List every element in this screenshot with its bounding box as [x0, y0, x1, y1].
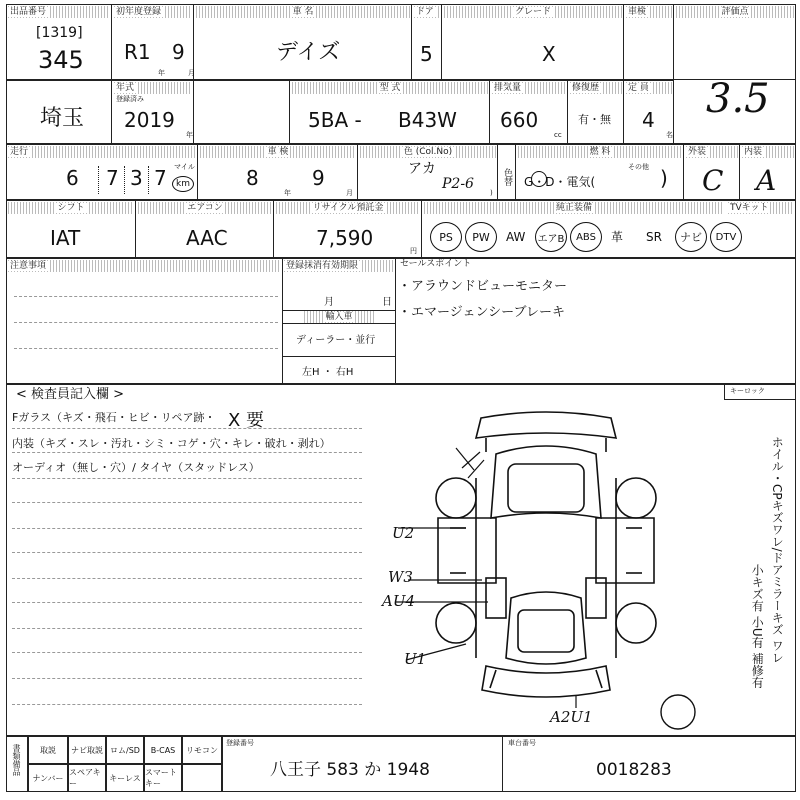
- mark-u2: U2: [392, 524, 415, 542]
- sales-label: セールスポイント: [400, 259, 472, 269]
- capacity-unit: 名: [666, 131, 673, 139]
- equip-item-1: PS: [430, 222, 462, 252]
- footer-cell: ナビ取説: [68, 736, 106, 764]
- car-name-label: 車 名: [292, 7, 314, 17]
- import-value: ディーラー・並行: [296, 335, 376, 346]
- inspection-year: 8: [246, 166, 259, 190]
- capacity-label: 定 員: [628, 83, 649, 93]
- frame-label: 車台番号: [508, 739, 536, 747]
- unit-km: km: [172, 176, 194, 192]
- vertical-note-1: ホイル・CPキズワレ/ドアミラーキズ ワレ: [770, 436, 785, 664]
- extra-label: TVキット: [730, 203, 769, 213]
- footer-cell: リモコン: [182, 736, 222, 764]
- mileage-digit-3: 3: [130, 166, 143, 190]
- mark-w3: W3: [388, 568, 413, 586]
- insp-month-mark: 月: [346, 189, 353, 197]
- history-label: 修復歴: [572, 83, 600, 93]
- model-prefix: 5BA -: [308, 108, 362, 132]
- fuel-label: 燃 料: [589, 147, 611, 157]
- inspection-label: 車 検: [267, 147, 289, 157]
- notes-frame: [6, 258, 796, 384]
- month-mark: 月: [188, 69, 195, 77]
- insp-year-mark: 年: [284, 189, 291, 197]
- special-label: 注意事項: [10, 261, 47, 271]
- capacity: 4: [642, 108, 655, 132]
- handle-value: 左H ・ 右H: [302, 367, 354, 378]
- inspector-title: < 検査員記入欄 >: [16, 387, 125, 402]
- reg-number: 八王子 583 か 1948: [270, 760, 430, 780]
- reg-month: 月: [324, 297, 334, 308]
- grade-label: グレード: [514, 7, 551, 17]
- footer-cell: ロム/SD: [106, 736, 144, 764]
- diagram-label: キーロック: [730, 387, 765, 395]
- shift-kind-label: 車検: [628, 7, 647, 17]
- region: 埼玉: [40, 106, 85, 131]
- car-diagram: [426, 408, 666, 708]
- color-change-label: 色替: [502, 168, 512, 186]
- fglass-mark: X 要: [228, 410, 265, 431]
- vertical-note-2: 小キズ有 小U有 補修有: [750, 564, 765, 689]
- frame-number: 0018283: [596, 760, 672, 780]
- fuel-close: ): [660, 166, 668, 190]
- grade: X: [542, 42, 556, 66]
- car-name: デイズ: [276, 40, 341, 65]
- equip-item-5: ABS: [570, 222, 602, 252]
- mileage-digit-4: 7: [154, 166, 167, 190]
- reg-day: 日: [382, 297, 392, 308]
- recycle-label: リサイクル預託金: [312, 203, 384, 213]
- exterior-label: 外装: [688, 147, 707, 157]
- lot-number-bracket: [1319]: [36, 25, 83, 41]
- exterior-grade: C: [702, 164, 724, 197]
- year-note: 登録済み: [116, 95, 144, 103]
- eval-label: 評価点: [721, 7, 749, 17]
- sales-point-2: ・エマージェンシーブレーキ: [398, 305, 565, 320]
- footer-cell: キーレス: [106, 764, 144, 792]
- history-value: 有・無: [578, 113, 611, 126]
- ac-label: エアコン: [187, 203, 223, 213]
- inspector-audio: オーディオ（無し・穴）/ タイヤ（スタッドレス）: [12, 461, 260, 474]
- lot-number: 345: [38, 46, 84, 74]
- year-mark: 年: [158, 69, 165, 77]
- unit-miles: マイル: [174, 163, 195, 171]
- registration-label: 登録抹消有効期限: [286, 261, 359, 271]
- first-reg-era: R1: [124, 40, 151, 64]
- equip-item-6: 革: [611, 230, 624, 244]
- sales-point-1: ・アラウンドビューモニター: [398, 279, 568, 294]
- equip-item-2: PW: [465, 222, 497, 252]
- model-label: 型 式: [379, 83, 401, 93]
- mileage-label: 走行: [10, 147, 29, 157]
- displacement: 660: [500, 108, 539, 132]
- equip-item-7: SR: [646, 230, 662, 244]
- model-year: 2019: [124, 108, 175, 132]
- recycle-fee: 7,590: [316, 226, 374, 250]
- inspector-interior: 内装（キズ・スレ・汚れ・シミ・コゲ・穴・キレ・破れ・剥れ）: [12, 437, 331, 450]
- import-label: 輸入車: [325, 312, 353, 322]
- eval-score: 3.5: [706, 76, 770, 122]
- recycle-unit: 円: [410, 247, 417, 255]
- mileage-digit-1: 6: [66, 166, 79, 190]
- footer-cell: ナンバー: [28, 764, 68, 792]
- year-label: 年式: [116, 83, 135, 93]
- model-code: B43W: [398, 108, 457, 132]
- inspection-month: 9: [312, 166, 325, 190]
- first-reg-label: 初年度登録: [116, 7, 162, 17]
- color-label: 色 (Col.No): [403, 147, 453, 157]
- equip-label: 純正装備: [555, 203, 592, 213]
- equip-item-3: AW: [506, 230, 526, 244]
- interior-grade: A: [756, 164, 777, 197]
- fuel-options: G・D・電気(: [524, 175, 596, 189]
- color-code: P2-6: [442, 176, 474, 192]
- fuel-other: その他: [628, 163, 649, 171]
- equip-item-9: DTV: [710, 222, 742, 252]
- mileage-digit-2: 7: [106, 166, 119, 190]
- inspector-fglass: Fガラス（キズ・飛石・ヒビ・リペア跡・: [12, 411, 216, 424]
- footer-cell: 取説: [28, 736, 68, 764]
- disp-unit: cc: [554, 131, 562, 139]
- footer-cell: スペアキー: [68, 764, 106, 792]
- ac-value: AAC: [186, 226, 228, 250]
- mark-au4: AU4: [382, 592, 416, 610]
- first-reg-month: 9: [172, 40, 185, 64]
- footer-cell: [182, 764, 222, 792]
- mark-u1: U1: [404, 650, 427, 668]
- mark-a2u1: A2U1: [550, 708, 593, 726]
- footer-cell: スマートキー: [144, 764, 182, 792]
- lot-label: 出品番号: [10, 7, 47, 17]
- shift-value: IAT: [50, 226, 81, 250]
- equip-item-8: ナビ: [675, 222, 707, 252]
- key-circle: [660, 694, 696, 730]
- fuel-gasoline-circle: [531, 171, 547, 187]
- color: アカ: [408, 161, 436, 177]
- year-suffix: 年: [186, 131, 193, 139]
- auction-sheet: 出品番号 初年度登録 車 名 ドア グレード 車検 評価点 [1319] 345 R1 9 年 月 デイズ 5 X 年式 型 式 排気量 修復歴 定 員 埼玉 登録済み 2019 年 5BA - B43W 660 cc 有・無 4 名 3.5 走行 車 検 色 (Col.No) 燃 料 外装 内装 6 7 3 7 マイル km 8 年 9 月 アカ P2-6 ) 色替 G・D・電気( その他 ) C A シフト エアコン リサイクル預託金 純正装備 TVキット IAT AAC 7,590 円 PS PW AW エアB ABS 革 SR ナビ DTV 注意事項 登録抹消有効期限 月 日 輸入車 ディーラー・並行 左H ・ 右H セールスポイント ・アラウンドビューモニター ・エマージェンシーブレーキ < 検査員記入欄 > Fガラス（キズ・飛石・ヒビ・リペア跡・ X 要 内装（キズ・スレ・汚れ・シミ・コゲ・穴・キレ・破れ・剥れ） オーディオ（無し・穴）/ タイヤ（スタッドレス） キーロック U2 W3 AU4 U1 A2U1 ホイル・CPキズワレ/ドアミラーキズ ワレ 小キズ有 小U有 補修有 書類備品 取説 ナビ取説 ロム/SD B-CAS リモコン ナンバー スペアキー キーレス スマートキー 登録番号 八王子 583 か 1948 車台番号 0018283: [6, 4, 796, 796]
- equip-item-4: エアB: [535, 222, 567, 252]
- footer-cell: B-CAS: [144, 736, 182, 764]
- shift-label: シフト: [57, 203, 85, 213]
- reg-label: 登録番号: [226, 739, 254, 747]
- interior-label: 内装: [744, 147, 763, 157]
- disp-label: 排気量: [494, 83, 522, 93]
- door-label: ドア: [416, 7, 434, 17]
- doors: 5: [420, 42, 433, 66]
